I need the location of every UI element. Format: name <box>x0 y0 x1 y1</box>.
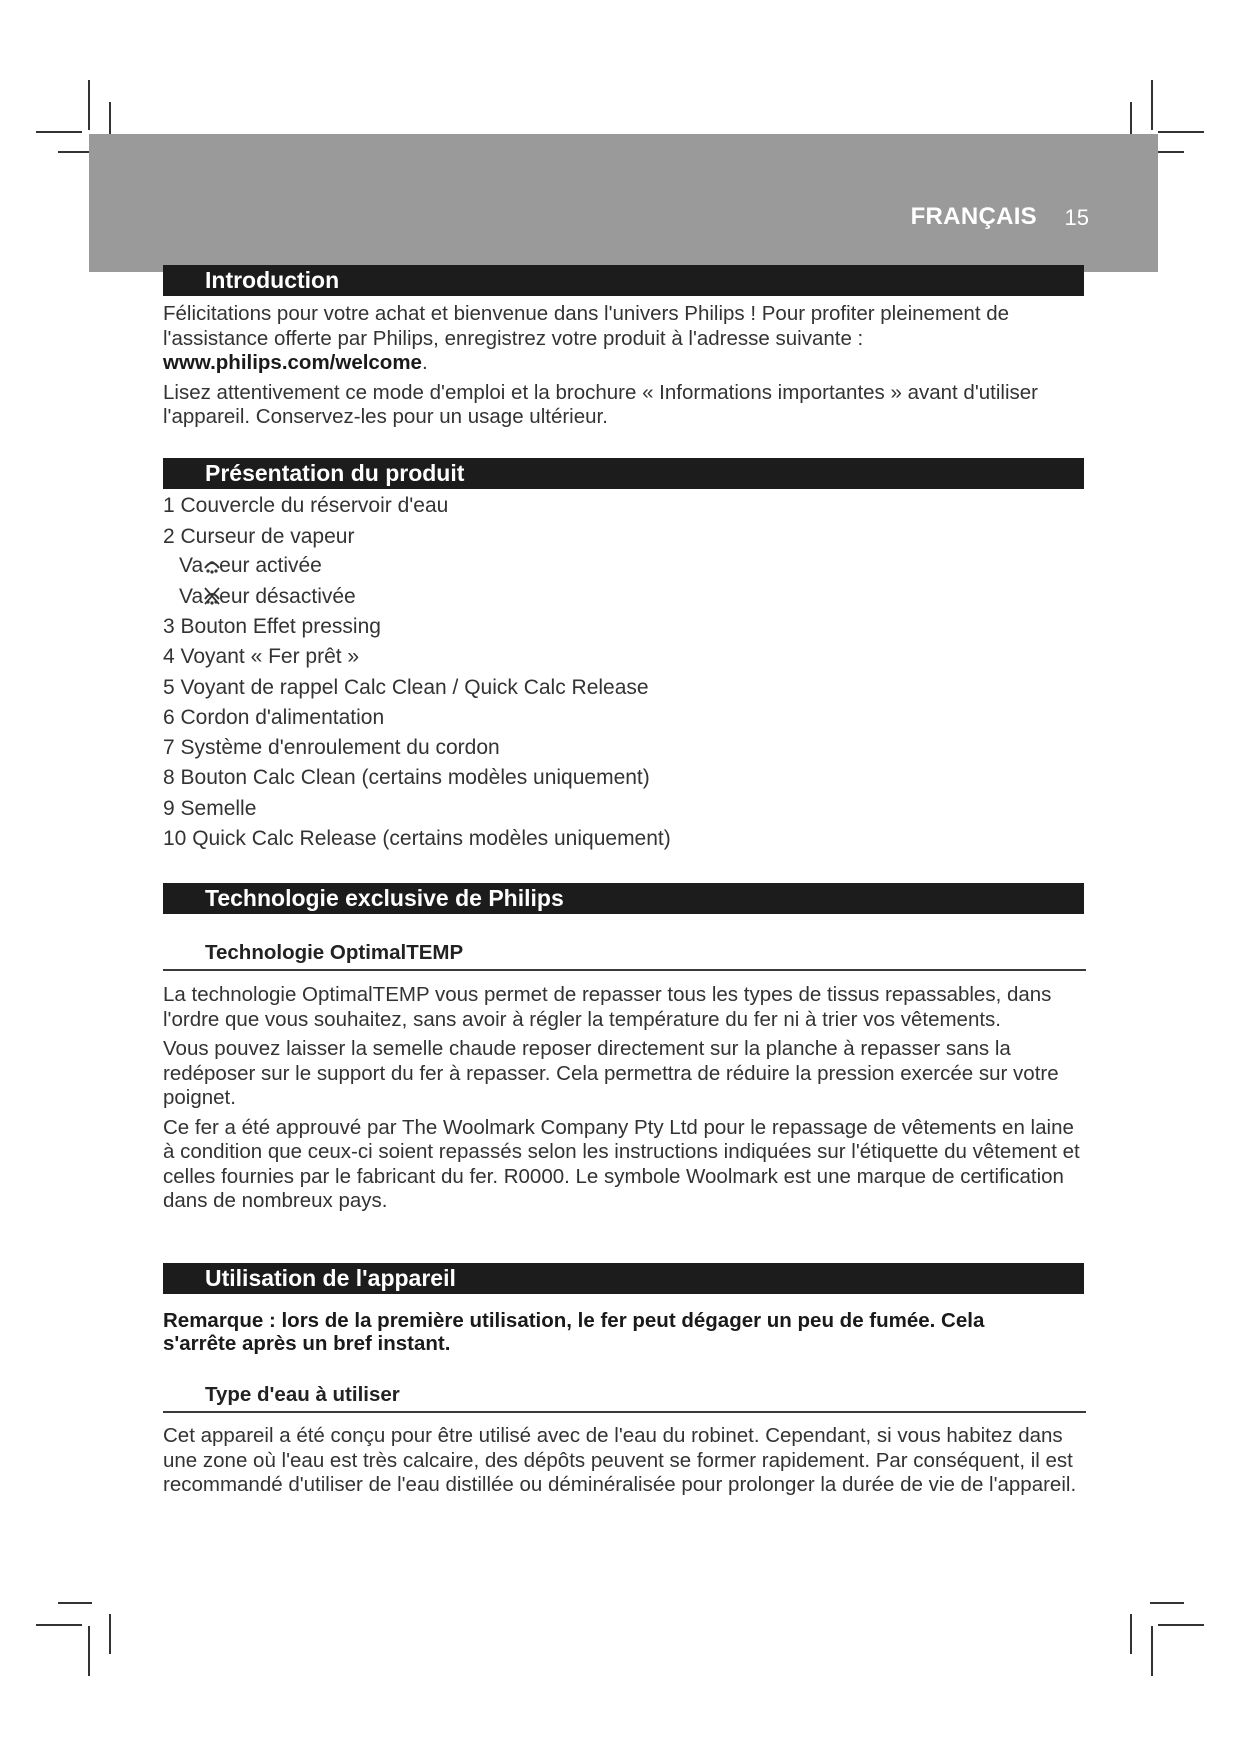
crop-mark <box>58 1602 92 1604</box>
introduction-paragraph-2: Lisez attentivement ce mode d'emploi et la brochure « Informations importantes » avant d'utiliser l'appareil. Conservez-les pour un usage ultérieur. <box>163 380 1038 428</box>
introduction-paragraph-1 <box>163 302 1088 376</box>
crop-mark <box>1150 1602 1184 1604</box>
introduction-text: Félicitations pour votre achat et bienvenue dans l'univers Philips ! Pour profiter pleinement de l'assistance offerte par Philips, enregistrez votre produit à l'adresse suivante : <box>163 302 1010 350</box>
crop-mark <box>109 1614 111 1654</box>
crop-mark <box>1151 80 1153 130</box>
section-title-presentation: Présentation du produit <box>163 458 1084 489</box>
list-item: 3 Bouton Effet pressing <box>163 615 381 638</box>
steam-on-label: eur activée <box>219 554 322 577</box>
list-item: 1 Couvercle du réservoir d'eau <box>163 494 449 517</box>
crop-mark <box>1151 1626 1153 1676</box>
technology-paragraph-2: Vous pouvez laisser la semelle chaude reposer directement sur la planche à repasser sans la redéposer sur le support du fer à repasser. Cela permettra de réduire la pression exercée sur votre poignet. <box>163 1037 1059 1109</box>
list-item: 8 Bouton Calc Clean (certains modèles uniquement) <box>163 766 650 789</box>
crop-mark <box>88 80 90 130</box>
welcome-link[interactable]: www.philips.com/welcome <box>163 351 422 374</box>
list-item: 6 Cordon d'alimentation <box>163 706 385 729</box>
usage-body <box>163 1424 1088 1498</box>
usage-note <box>163 1309 1063 1355</box>
list-item: 5 Voyant de rappel Calc Clean / Quick Calc Release <box>163 676 649 699</box>
section-title-technology: Technologie exclusive de Philips <box>163 883 1084 914</box>
crop-mark <box>36 131 82 133</box>
list-item: 2 Curseur de vapeur <box>163 525 355 548</box>
subheading-text: Type d'eau à utiliser <box>205 1383 400 1406</box>
list-item: 10 Quick Calc Release (certains modèles uniquement) <box>163 827 671 850</box>
steam-off-prefix: Va <box>179 585 204 608</box>
crop-mark <box>36 1624 82 1626</box>
steam-off-label: eur désactivée <box>219 585 356 608</box>
technology-body <box>163 983 1088 1214</box>
crop-mark <box>1130 1614 1132 1654</box>
header-language: FRANÇAIS <box>910 203 1037 230</box>
note-text: : lors de la première utilisation, le fer peut dégager un peu de fumée. Cela s'arrête après un bref instant. <box>163 1309 985 1355</box>
list-item: 9 Semelle <box>163 797 257 820</box>
list-item-steam-off <box>163 585 356 609</box>
technology-paragraph-1: La technologie OptimalTEMP vous permet de repasser tous les types de tissus repassables, dans l'ordre que vous souhaitez, sans avoir à régler la température du fer ni à trier vos vêtements. <box>163 983 1052 1031</box>
introduction-body <box>163 302 1088 430</box>
subheading-water-type <box>163 1381 1086 1413</box>
list-item: 4 Voyant « Fer prêt » <box>163 645 360 668</box>
page-number: 15 <box>1064 205 1089 230</box>
crop-mark <box>58 151 92 153</box>
section-title-introduction: Introduction <box>163 265 1084 296</box>
list-item-steam-on <box>163 554 322 578</box>
list-item: 7 Système d'enroulement du cordon <box>163 736 500 759</box>
subheading-text: Technologie OptimalTEMP <box>205 941 464 964</box>
introduction-period: . <box>421 351 428 374</box>
subheading-optimaltemp <box>163 939 1086 971</box>
usage-paragraph-1: Cet appareil a été conçu pour être utilisé avec de l'eau du robinet. Cependant, si vous habitez dans une zone où l'eau est très calcaire, des dépôts peuvent se former rapidement. Par conséquent, il est recommandé d'utiliser de l'eau distillée ou déminéralisée pour prolonger la durée de vie de l'appareil. <box>163 1424 1077 1496</box>
note-label: Remarque <box>163 1309 264 1332</box>
steam-on-prefix: Va <box>179 554 204 577</box>
crop-mark <box>1158 1624 1204 1626</box>
section-title-usage: Utilisation de l'appareil <box>163 1263 1084 1294</box>
crop-mark <box>1158 131 1204 133</box>
technology-paragraph-3: Ce fer a été approuvé par The Woolmark Company Pty Ltd pour le repassage de vêtements en laine à condition que ceux-ci soient repassés selon les instructions indiquées sur l'étiquette du vêtement et celles fournies par le fabricant du fer. R0000. Le symbole Woolmark est une marque de certification dans de nombreux pays. <box>163 1115 1080 1212</box>
crop-mark <box>88 1626 90 1676</box>
